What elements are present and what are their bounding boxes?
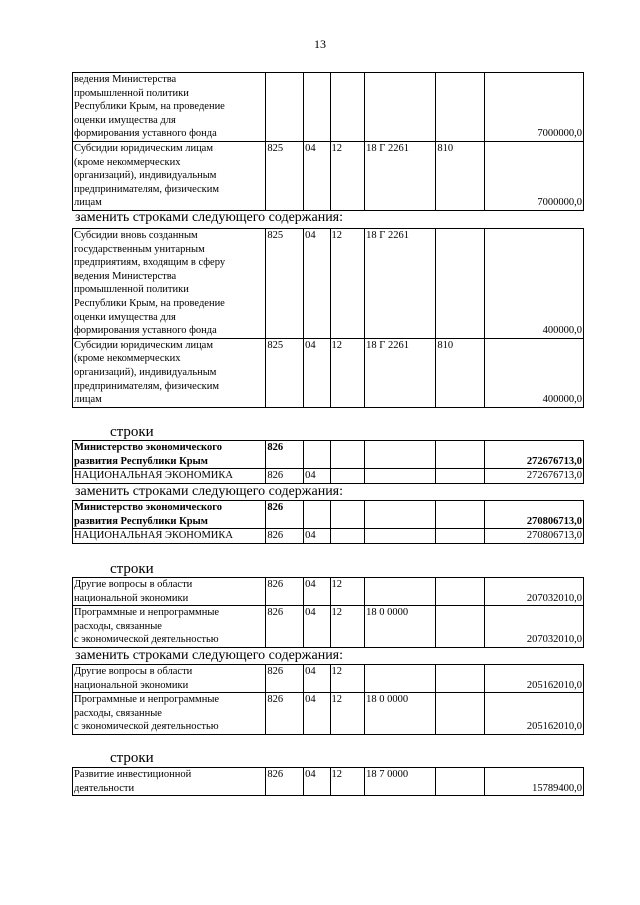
cell-target-code bbox=[365, 529, 436, 544]
caption-lines-3: строки bbox=[110, 561, 154, 577]
table-row bbox=[73, 768, 584, 796]
cell-subsection-code bbox=[330, 441, 365, 469]
cell-amount: 207032010,0 bbox=[485, 606, 584, 648]
cell-line-name: НАЦИОНАЛЬНАЯ ЭКОНОМИКА bbox=[73, 469, 266, 484]
cell-target-code: 18 Г 2261 bbox=[365, 338, 436, 407]
table-row bbox=[73, 338, 584, 407]
cell-expense-type bbox=[436, 665, 485, 693]
cell-expense-type bbox=[436, 606, 485, 648]
cell-subsection-code: 12 bbox=[330, 768, 365, 796]
cell-section-code bbox=[304, 441, 330, 469]
cell-target-code: 18 0 0000 bbox=[365, 693, 436, 735]
cell-target-code bbox=[365, 578, 436, 606]
caption-replace-3: заменить строками следующего содержания: bbox=[75, 648, 344, 663]
cell-dept-code: 826 bbox=[266, 768, 304, 796]
cell-line-name: Субсидии юридическим лицам (кроме некоммерческих организаций), индивидуальным предпринимателям, физическим лицам bbox=[73, 338, 266, 407]
cell-target-code bbox=[365, 665, 436, 693]
table-row bbox=[73, 501, 584, 529]
cell-section-code: 04 bbox=[304, 469, 330, 484]
cell-expense-type bbox=[436, 229, 485, 339]
cell-dept-code: 825 bbox=[266, 141, 304, 210]
budget-table-3 bbox=[72, 440, 584, 484]
cell-section-code: 04 bbox=[304, 229, 330, 339]
cell-section-code: 04 bbox=[304, 768, 330, 796]
cell-amount: 400000,0 bbox=[485, 229, 584, 339]
cell-target-code: 18 0 0000 bbox=[365, 606, 436, 648]
cell-dept-code bbox=[266, 73, 304, 142]
cell-line-name: Программные и непрограммные расходы, связанные с экономической деятельностью bbox=[73, 606, 266, 648]
caption-replace-1: заменить строками следующего содержания: bbox=[75, 210, 344, 225]
table-row bbox=[73, 529, 584, 544]
cell-amount: 205162010,0 bbox=[485, 665, 584, 693]
cell-amount: 272676713,0 bbox=[485, 469, 584, 484]
caption-lines-4: строки bbox=[110, 750, 154, 766]
cell-dept-code: 826 bbox=[266, 693, 304, 735]
table-row bbox=[73, 665, 584, 693]
cell-expense-type bbox=[436, 578, 485, 606]
cell-dept-code: 826 bbox=[266, 606, 304, 648]
cell-expense-type bbox=[436, 501, 485, 529]
cell-target-code bbox=[365, 73, 436, 142]
cell-line-name: НАЦИОНАЛЬНАЯ ЭКОНОМИКА bbox=[73, 529, 266, 544]
cell-dept-code: 826 bbox=[266, 469, 304, 484]
cell-amount: 400000,0 bbox=[485, 338, 584, 407]
cell-expense-type bbox=[436, 529, 485, 544]
cell-dept-code: 826 bbox=[266, 501, 304, 529]
cell-subsection-code bbox=[330, 501, 365, 529]
cell-subsection-code: 12 bbox=[330, 338, 365, 407]
table-row bbox=[73, 693, 584, 735]
cell-section-code: 04 bbox=[304, 141, 330, 210]
cell-line-name: Другие вопросы в области национальной экономики bbox=[73, 665, 266, 693]
table-row bbox=[73, 229, 584, 339]
table-row bbox=[73, 73, 584, 142]
cell-subsection-code: 12 bbox=[330, 229, 365, 339]
cell-line-name: Министерство экономического развития Республики Крым bbox=[73, 501, 266, 529]
budget-table-7 bbox=[72, 767, 584, 796]
cell-expense-type bbox=[436, 441, 485, 469]
budget-table-5 bbox=[72, 577, 584, 648]
cell-dept-code: 825 bbox=[266, 338, 304, 407]
cell-line-name: Другие вопросы в области национальной экономики bbox=[73, 578, 266, 606]
cell-subsection-code: 12 bbox=[330, 693, 365, 735]
budget-table-4 bbox=[72, 500, 584, 544]
table-row bbox=[73, 441, 584, 469]
cell-target-code bbox=[365, 441, 436, 469]
cell-section-code: 04 bbox=[304, 693, 330, 735]
caption-replace-2: заменить строками следующего содержания: bbox=[75, 484, 344, 499]
budget-table-6 bbox=[72, 664, 584, 735]
cell-dept-code: 826 bbox=[266, 578, 304, 606]
cell-amount: 272676713,0 bbox=[485, 441, 584, 469]
cell-dept-code: 825 bbox=[266, 229, 304, 339]
cell-line-name: Развитие инвестиционной деятельности bbox=[73, 768, 266, 796]
cell-amount: 270806713,0 bbox=[485, 501, 584, 529]
cell-section-code bbox=[304, 73, 330, 142]
cell-amount: 15789400,0 bbox=[485, 768, 584, 796]
cell-subsection-code: 12 bbox=[330, 141, 365, 210]
table-row bbox=[73, 578, 584, 606]
caption-lines-2: строки bbox=[110, 424, 154, 440]
cell-line-name: Программные и непрограммные расходы, связанные с экономической деятельностью bbox=[73, 693, 266, 735]
cell-section-code: 04 bbox=[304, 606, 330, 648]
cell-dept-code: 826 bbox=[266, 441, 304, 469]
cell-amount: 270806713,0 bbox=[485, 529, 584, 544]
cell-target-code: 18 7 0000 bbox=[365, 768, 436, 796]
cell-line-name: Субсидии вновь созданным государственным унитарным предприятиям, входящим в сферу ведения Министерства промышленной политики Республики Крым, на проведение оценки имущества для формирования уставного фонда bbox=[73, 229, 266, 339]
table-row bbox=[73, 606, 584, 648]
cell-dept-code: 826 bbox=[266, 665, 304, 693]
cell-section-code bbox=[304, 501, 330, 529]
cell-target-code bbox=[365, 469, 436, 484]
budget-table-2 bbox=[72, 228, 584, 408]
cell-subsection-code: 12 bbox=[330, 578, 365, 606]
cell-expense-type: 810 bbox=[436, 338, 485, 407]
cell-expense-type: 810 bbox=[436, 141, 485, 210]
cell-amount: 207032010,0 bbox=[485, 578, 584, 606]
page-number: 13 bbox=[314, 37, 326, 51]
cell-line-name: Министерство экономического развития Республики Крым bbox=[73, 441, 266, 469]
cell-line-name: ведения Министерства промышленной политики Республики Крым, на проведение оценки имущества для формирования уставного фонда bbox=[73, 73, 266, 142]
cell-subsection-code bbox=[330, 529, 365, 544]
cell-amount: 7000000,0 bbox=[485, 141, 584, 210]
table-row bbox=[73, 141, 584, 210]
cell-dept-code: 826 bbox=[266, 529, 304, 544]
cell-section-code: 04 bbox=[304, 529, 330, 544]
cell-subsection-code bbox=[330, 73, 365, 142]
cell-section-code: 04 bbox=[304, 665, 330, 693]
cell-expense-type bbox=[436, 693, 485, 735]
cell-expense-type bbox=[436, 768, 485, 796]
cell-target-code bbox=[365, 501, 436, 529]
budget-table-1 bbox=[72, 72, 584, 211]
table-row bbox=[73, 469, 584, 484]
cell-subsection-code bbox=[330, 469, 365, 484]
cell-target-code: 18 Г 2261 bbox=[365, 141, 436, 210]
cell-subsection-code: 12 bbox=[330, 665, 365, 693]
cell-expense-type bbox=[436, 469, 485, 484]
cell-amount: 7000000,0 bbox=[485, 73, 584, 142]
cell-line-name: Субсидии юридическим лицам (кроме некоммерческих организаций), индивидуальным предпринимателям, физическим лицам bbox=[73, 141, 266, 210]
cell-section-code: 04 bbox=[304, 338, 330, 407]
cell-section-code: 04 bbox=[304, 578, 330, 606]
cell-subsection-code: 12 bbox=[330, 606, 365, 648]
cell-expense-type bbox=[436, 73, 485, 142]
cell-amount: 205162010,0 bbox=[485, 693, 584, 735]
cell-target-code: 18 Г 2261 bbox=[365, 229, 436, 339]
